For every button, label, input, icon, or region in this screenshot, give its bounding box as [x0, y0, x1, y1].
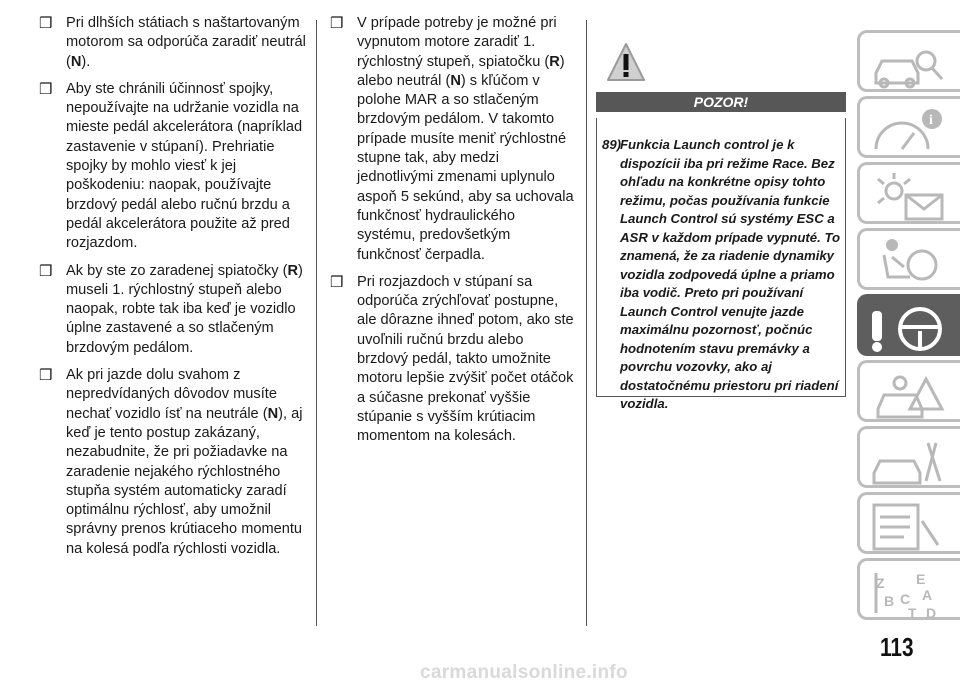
checkbox-bullet-icon: ❒ — [39, 262, 53, 280]
paragraph-text: Ak by ste zo zaradenej spiatočky ( — [66, 262, 288, 279]
index-letter: A — [922, 587, 933, 603]
lights-message-icon — [870, 171, 950, 221]
checkbox-bullet-icon: ❒ — [39, 80, 53, 98]
car-maintenance-icon — [870, 435, 950, 485]
middle-column — [327, 14, 577, 455]
warning-triangle-icon — [606, 42, 646, 84]
gear-position-label: R — [549, 53, 560, 70]
gear-position-label: R — [287, 262, 298, 279]
bullet-paragraph — [36, 366, 308, 559]
paragraph-text: ), aj keď je tento postup zakázaný, nezabudnite, že pri požiadavke na zaradenie nejakého rýchlostného stupňa systém automaticky zaradí optimálnu rýchlosť, aby umožnil správny prenos krútiaceho momentu na kolesá podľa rýchlosti vozidla. — [66, 405, 303, 557]
checkbox-bullet-icon: ❒ — [39, 367, 53, 385]
car-emergency-icon — [870, 369, 950, 419]
chapter-tab-6[interactable] — [857, 360, 960, 422]
bullet-paragraph — [327, 273, 577, 447]
car-search-icon — [870, 39, 950, 89]
bullet-paragraph — [327, 14, 577, 265]
index-letter: E — [916, 571, 926, 587]
left-column — [36, 14, 308, 567]
paragraph-text: Pri rozjazdoch v stúpaní sa odporúča zrýchľovať postupne, ale dôrazne ihneď potom, ako ste uvoľnili ručnú brzdu alebo brzdový pedál, takto umožnite motoru lepšie zvýšiť počet otáčok a súčasne prekonať vyššie stúpanie s vyšším krútiacim momentom na kolesách. — [357, 273, 574, 445]
gear-position-label: N — [450, 72, 461, 89]
checkbox-bullet-icon: ❒ — [330, 15, 344, 32]
paragraph-text: Aby ste chránili účinnosť spojky, nepoužívajte na udržanie vozidla na mieste pedál akcelerátora (napríklad zastavenie v stúpaní). Prehriatie spojky by mohlo viesť k jej poškodeniu: naopak, používajte brzdový pedál alebo ručnú brzdu a pedál akcelerátora použite až pred rozjazdom. — [66, 80, 303, 252]
index-letter: T — [908, 605, 917, 621]
chapter-tab-8[interactable] — [857, 492, 960, 554]
svg-text:i: i — [929, 113, 933, 128]
checkbox-bullet-icon: ❒ — [39, 15, 53, 32]
warning-note-number: 89) — [602, 137, 622, 152]
paragraph-text: ) museli 1. rýchlostný stupeň alebo naopak, robte tak iba keď je vozidlo úplne zastavené a so stlačeným brzdovým pedálom. — [66, 262, 303, 356]
paragraph-text: V prípade potreby je možné pri vypnutom motore zaradiť 1. rýchlostný stupeň, spiatočku ( — [357, 15, 557, 70]
index-letter: D — [926, 605, 937, 621]
key-steering-wheel-icon — [870, 303, 950, 353]
index-letter: C — [900, 591, 911, 607]
bullet-paragraph — [36, 80, 308, 254]
chapter-tab-1[interactable] — [857, 30, 960, 92]
watermark: carmanualsonline.info — [420, 662, 628, 683]
chapter-tab-4[interactable] — [857, 228, 960, 290]
warning-title: POZOR! — [596, 92, 846, 112]
chapter-tab-2[interactable] — [857, 96, 960, 158]
paragraph-text: ) alebo neutrál ( — [357, 53, 565, 89]
gear-position-label: N — [70, 53, 82, 70]
index-letter: Z — [876, 575, 885, 591]
warning-note-text: Funkcia Launch control je k dispozícii iba pri režime Race. Bez ohľadu na konkrétne opisy tohto režimu, počas používania funkcie Launch Control sú systémy ESC a ASR v každom prípade vypnuté. To znamená, že za riadenie dynamiky vozidla zodpovedá úplne a priamo iba vodič. Preto pri používaní Launch Control venujte jazde maximálnu pozornosť, počnúc hodnotením stavu premávky a povrchu vozovky, ako aj dostatočnému priestoru pri riadení vozidla. — [620, 137, 841, 411]
chapter-tab-7[interactable] — [857, 426, 960, 488]
seat-airbag-icon — [870, 237, 950, 287]
gear-position-label: N — [267, 405, 279, 422]
bullet-paragraph — [36, 14, 308, 72]
bullet-paragraph — [36, 262, 308, 358]
checkbox-bullet-icon: ❒ — [330, 273, 344, 291]
paragraph-text: ) s kľúčom v polohe MAR a so stlačeným brzdovým pedálom. V takomto prípade musíte meniť rýchlostné stupne tak, aby medzi jednotlivými zmenami uplynulo aspoň 5 sekúnd, aby sa uchovala funkčnosť hydraulického systému, predovšetkým funkčnosť čerpadla. — [357, 72, 574, 263]
index-letter: B — [884, 593, 895, 609]
chapter-tab-9[interactable] — [857, 558, 960, 620]
column-divider-2 — [586, 20, 587, 626]
chapter-tab-3[interactable] — [857, 162, 960, 224]
warning-text-block — [602, 136, 842, 414]
paragraph-text: Pri dlhších státiach s naštartovaným motorom sa odporúča zaradiť neutrál ( — [66, 15, 306, 70]
page-number: 113 — [880, 632, 914, 662]
technical-data-icon — [870, 501, 950, 551]
dashboard-info-icon — [870, 105, 950, 155]
column-divider-1 — [316, 20, 317, 626]
paragraph-text: ). — [81, 53, 91, 70]
chapter-tab-5[interactable] — [857, 294, 960, 356]
paragraph-text: Ak pri jazde dolu svahom z nepredvídaných dôvodov musíte nechať vozidlo ísť na neutrále ( — [66, 367, 277, 422]
